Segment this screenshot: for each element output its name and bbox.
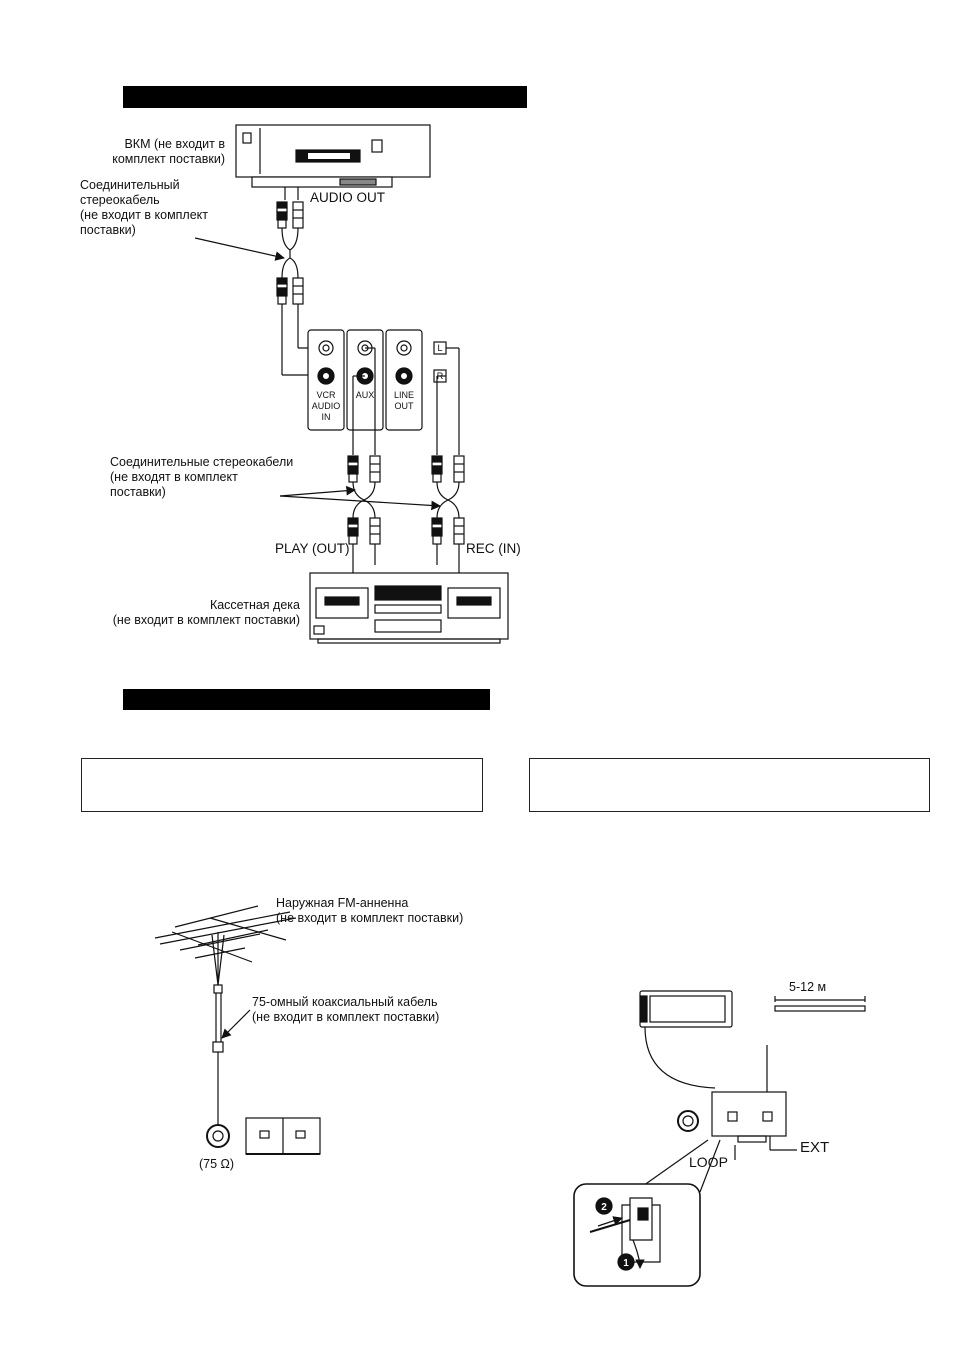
stereo-cable-label: Соединительный стереокабель (не входит в комплект поставки) xyxy=(80,178,209,237)
vcr-label: ВКМ (не входит в комплект поставки) xyxy=(112,137,225,166)
rear-jack-panel xyxy=(308,330,446,430)
coax-cable-label: 75-омный коаксиальный кабель (не входит в комплект поставки) xyxy=(252,995,440,1024)
fm-outdoor-antenna xyxy=(155,906,320,1154)
jack-line-label-2: OUT xyxy=(394,401,414,411)
step-1-marker: 1 xyxy=(623,1258,629,1269)
jack-line-label-1: LINE xyxy=(393,390,415,400)
jack-r-label: R xyxy=(436,371,444,381)
jack-l-label: L xyxy=(437,343,443,353)
am-loop-antenna xyxy=(574,991,865,1286)
rec-in-label: REC (IN) xyxy=(466,541,521,556)
ohm-label: (75 Ω) xyxy=(199,1157,235,1171)
cassette-deck-label: Кассетная дека (не входит в комплект поставки) xyxy=(112,598,300,627)
loop-label: LOOP xyxy=(689,1154,728,1170)
length-label: 5-12 м xyxy=(789,980,827,994)
play-out-label: PLAY (OUT) xyxy=(275,541,350,556)
ext-label: EXT xyxy=(800,1139,830,1156)
cassette-deck-device xyxy=(310,565,508,643)
stereo-cables-label: Соединительные стереокабели (не входят в комплект поставки) xyxy=(110,455,294,499)
jack-aux-label: AUX xyxy=(355,390,375,400)
fm-antenna-label: Наружная FM-анненна (не входит в комплект поставки) xyxy=(276,896,464,925)
vcr-device xyxy=(236,125,430,187)
jack-vcr-label-1: VCR xyxy=(316,390,336,400)
vcr-stereo-cable xyxy=(195,187,318,375)
audio-out-label: AUDIO OUT xyxy=(310,190,386,205)
jack-vcr-label-3: IN xyxy=(321,412,331,422)
step-2-marker: 2 xyxy=(601,1202,607,1213)
jack-vcr-label-2: AUDIO xyxy=(311,401,341,411)
